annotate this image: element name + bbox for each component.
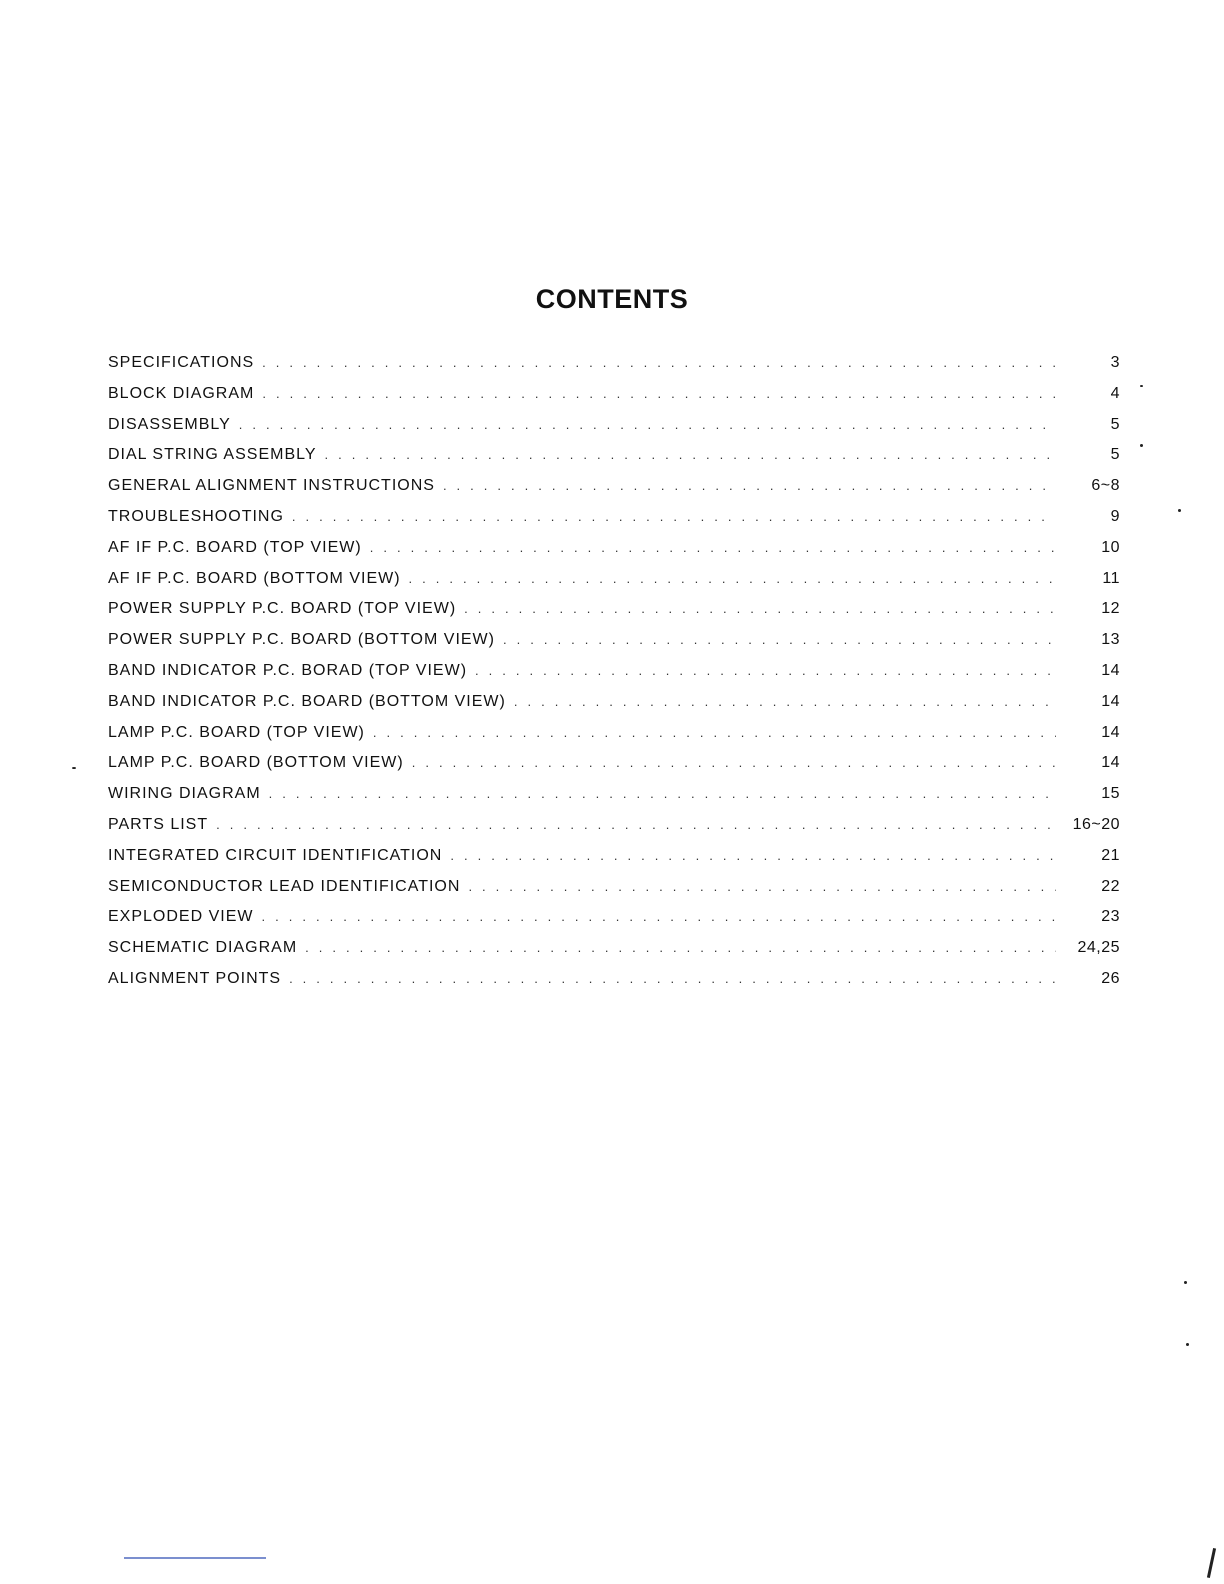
toc-entry-label: LAMP P.C. BOARD (TOP VIEW) — [108, 723, 365, 741]
toc-entry-page: 14 — [1101, 692, 1120, 710]
toc-entry-page: 12 — [1101, 600, 1120, 618]
dot-leader — [269, 786, 1056, 801]
toc-entry-label: DISASSEMBLY — [108, 415, 231, 433]
dot-leader — [370, 540, 1056, 555]
toc-entry-label: PARTS LIST — [108, 815, 209, 833]
toc-entry-page: 14 — [1101, 723, 1120, 741]
dot-leader — [514, 694, 1056, 709]
toc-entry-label: GENERAL ALIGNMENT INSTRUCTIONS — [108, 477, 435, 495]
toc-entry-page: 22 — [1101, 877, 1120, 895]
dot-leader — [325, 447, 1057, 462]
toc-entry-label: INTEGRATED CIRCUIT IDENTIFICATION — [108, 846, 443, 864]
toc-entry-label: POWER SUPPLY P.C. BOARD (BOTTOM VIEW) — [108, 631, 495, 649]
toc-entry — [108, 385, 1120, 416]
toc-entry — [108, 631, 1120, 662]
dot-leader — [409, 571, 1056, 586]
toc-entry-label: AF IF P.C. BOARD (BOTTOM VIEW) — [108, 569, 401, 587]
toc-entry — [108, 754, 1120, 785]
footer-rule — [124, 1557, 266, 1559]
toc-entry — [108, 570, 1120, 601]
toc-entry-label: SCHEMATIC DIAGRAM — [108, 939, 298, 957]
toc-entry-label: EXPLODED VIEW — [108, 908, 254, 926]
dot-leader — [305, 940, 1056, 955]
dot-leader — [503, 632, 1056, 647]
toc-entry — [108, 724, 1120, 755]
scan-speck — [1178, 509, 1181, 512]
toc-entry — [108, 600, 1120, 631]
toc-entry — [108, 416, 1120, 447]
dot-leader — [464, 601, 1056, 616]
dot-leader — [475, 663, 1056, 678]
toc-entry-page: 10 — [1101, 538, 1120, 556]
toc-entry — [108, 847, 1120, 878]
toc-entry-page: 3 — [1110, 354, 1120, 371]
dot-leader — [289, 971, 1056, 986]
table-of-contents — [108, 354, 1120, 1001]
edge-mark — [1207, 1548, 1216, 1578]
dot-leader — [292, 509, 1056, 524]
toc-entry — [108, 785, 1120, 816]
toc-entry-label: SPECIFICATIONS — [108, 354, 255, 371]
scan-speck — [1184, 1281, 1187, 1284]
toc-entry — [108, 508, 1120, 539]
toc-entry — [108, 477, 1120, 508]
toc-entry-page: 14 — [1101, 661, 1120, 679]
toc-entry — [108, 970, 1120, 1001]
toc-entry-label: SEMICONDUCTOR LEAD IDENTIFICATION — [108, 877, 461, 895]
toc-entry-label: ALIGNMENT POINTS — [108, 969, 282, 987]
dot-leader — [262, 355, 1056, 370]
toc-entry-page: 15 — [1101, 785, 1120, 803]
toc-entry-label: AF IF P.C. BOARD (TOP VIEW) — [108, 538, 362, 556]
toc-entry-label: BAND INDICATOR P.C. BORAD (TOP VIEW) — [108, 661, 468, 679]
toc-entry — [108, 693, 1120, 724]
dot-leader — [261, 909, 1056, 924]
toc-entry-page: 11 — [1102, 569, 1120, 587]
toc-entry-page: 9 — [1110, 507, 1120, 525]
dot-leader — [443, 478, 1056, 493]
toc-entry-page: 16~20 — [1072, 815, 1120, 833]
toc-entry — [108, 539, 1120, 570]
scan-speck — [1140, 444, 1143, 447]
toc-entry-label: TROUBLESHOOTING — [108, 507, 284, 525]
toc-entry-label: LAMP P.C. BOARD (BOTTOM VIEW) — [108, 754, 404, 772]
toc-entry-page: 4 — [1110, 384, 1120, 402]
dot-leader — [216, 817, 1056, 832]
toc-entry — [108, 446, 1120, 477]
dot-leader — [239, 417, 1056, 432]
toc-entry-page: 21 — [1101, 846, 1120, 864]
toc-entry — [108, 908, 1120, 939]
dot-leader — [412, 755, 1056, 770]
scan-speck — [72, 767, 76, 769]
toc-entry — [108, 939, 1120, 970]
toc-entry-page: 14 — [1101, 754, 1120, 772]
toc-entry-label: DIAL STRING ASSEMBLY — [108, 446, 317, 464]
page-title: CONTENTS — [535, 284, 689, 314]
toc-entry — [108, 662, 1120, 693]
dot-leader — [262, 386, 1056, 401]
dot-leader — [450, 848, 1056, 863]
toc-entry-page: 26 — [1101, 969, 1120, 987]
scan-speck — [1140, 385, 1143, 387]
toc-entry-page: 6~8 — [1091, 477, 1120, 495]
toc-entry — [108, 354, 1120, 385]
scan-speck — [1186, 1343, 1189, 1346]
toc-entry — [108, 878, 1120, 909]
toc-entry-label: POWER SUPPLY P.C. BOARD (TOP VIEW) — [108, 600, 457, 618]
toc-entry-page: 5 — [1110, 446, 1120, 464]
toc-entry-page: 5 — [1110, 415, 1120, 433]
toc-entry — [108, 816, 1120, 847]
dot-leader — [373, 725, 1056, 740]
toc-entry-page: 24,25 — [1077, 939, 1120, 957]
toc-entry-label: BAND INDICATOR P.C. BOARD (BOTTOM VIEW) — [108, 692, 506, 710]
toc-entry-page: 13 — [1101, 631, 1120, 649]
toc-entry-page: 23 — [1101, 908, 1120, 926]
toc-entry-label: WIRING DIAGRAM — [108, 785, 261, 803]
dot-leader — [468, 879, 1056, 894]
toc-entry-label: BLOCK DIAGRAM — [108, 384, 255, 402]
